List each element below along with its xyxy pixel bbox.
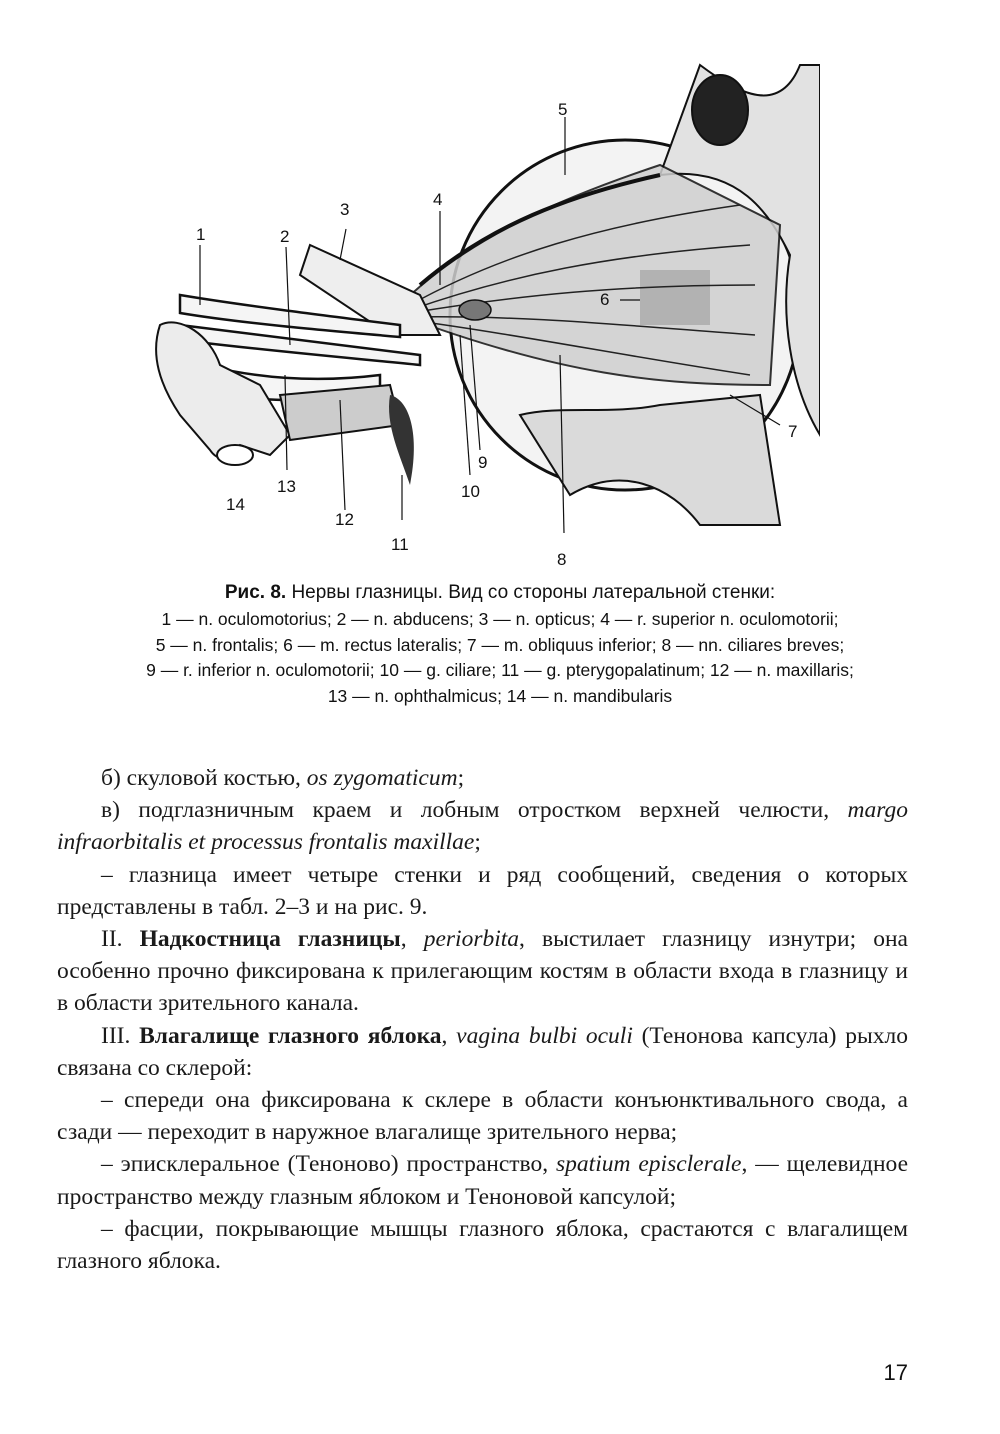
caption-title: Нервы глазницы. Вид со стороны латеральной стенки:	[291, 582, 776, 603]
figure-label-14: 14	[226, 495, 245, 514]
latin-term: margo infraorbitalis et processus frontalis maxillae	[57, 797, 908, 856]
figure-label-2: 2	[280, 227, 290, 246]
figure-label-4: 4	[433, 190, 443, 209]
paragraph-front-back: – спереди она фиксирована к склере в области конъюнктивального свода, а сзади — переходит в наружное влагалище зрительного нерва;	[57, 1087, 908, 1146]
paragraph-maxilla: в) подглазничным краем и лобным отростком верхней челюсти, margo infraorbitalis et processus frontalis maxillae;	[57, 797, 908, 856]
body-text	[57, 762, 908, 1277]
figure-label-8: 8	[557, 550, 567, 569]
paragraph-zygomatic: б) скуловой костью, os zygomaticum;	[101, 765, 465, 791]
section-heading: Влагалище глазного яблока	[139, 1022, 442, 1049]
figure-label-5: 5	[558, 100, 568, 119]
caption-title-line	[40, 580, 960, 605]
figure-label-13: 13	[277, 477, 296, 496]
figure-label-11: 11	[391, 535, 409, 554]
latin-term: os zygomaticum	[306, 765, 458, 791]
latin-term: spatium episclerale	[556, 1151, 742, 1178]
section-heading: Надкостница глазницы	[139, 926, 401, 953]
orbit-nerves-figure	[140, 55, 820, 575]
figure-label-9: 9	[478, 453, 488, 472]
figure-label-12: 12	[335, 510, 354, 529]
figure-label-1: 1	[196, 225, 206, 244]
mandibular-nerve-shape	[217, 445, 253, 465]
paragraph-fascia: – фасции, покрывающие мышцы глазного яблока, срастаются с влагалищем глазного яблока.	[57, 1215, 908, 1275]
caption-line: 13 — n. ophthalmicus; 14 — n. mandibularis	[327, 685, 673, 706]
caption-line: 9 — r. inferior n. oculomotorii; 10 — g. ciliare; 11 — g. pterygopalatinum; 12 — n. maxillaris;	[146, 660, 854, 680]
orbit-nerves-illustration	[140, 55, 820, 575]
caption-line: 5 — n. frontalis; 6 — m. rectus lateralis; 7 — m. obliquus inferior; 8 — nn. ciliares breves;	[155, 634, 845, 655]
figure-label-7: 7	[788, 422, 798, 441]
figure-label-6: 6	[600, 290, 610, 309]
figure-caption	[40, 580, 960, 709]
figure-label-3: 3	[340, 200, 350, 219]
paragraph-orbit-walls: – глазница имеет четыре стенки и ряд сообщений, сведения о которых представлены в табл. 2–3 и на рис. 9.	[57, 861, 908, 920]
page-number: 17	[883, 1360, 908, 1385]
latin-term: vagina bulbi oculi	[456, 1022, 633, 1049]
maxilla-shape	[520, 395, 780, 525]
paragraph-periorbita: II. Надкостница глазницы, periorbita, выстилает глазницу изнутри; она особенно прочно фиксирована к прилегающим костям в области входа в глазницу и в области зрительного канала.	[57, 926, 908, 1017]
frontal-sinus-shape	[692, 75, 748, 145]
caption-figure-label: Рис. 8.	[224, 582, 287, 603]
paragraph-vagina-bulbi: III. Влагалище глазного яблока, vagina bulbi oculi (Тенонова капсула) рыхло связана со склерой:	[57, 1022, 909, 1081]
pterygopalatine-ganglion-shape	[389, 395, 414, 485]
figure-label-10: 10	[461, 482, 480, 501]
latin-term: periorbita	[423, 926, 520, 953]
paragraph-episcleral: – эписклеральное (Теноново) пространство, spatium episclerale, — щелевидное пространство между глазным яблоком и Теноновой капсулой;	[57, 1151, 909, 1210]
caption-line: 1 — n. oculomotorius; 2 — n. abducens; 3 — n. opticus; 4 — r. superior n. oculomotorii;	[161, 609, 839, 629]
ciliary-ganglion-shape	[459, 300, 491, 320]
